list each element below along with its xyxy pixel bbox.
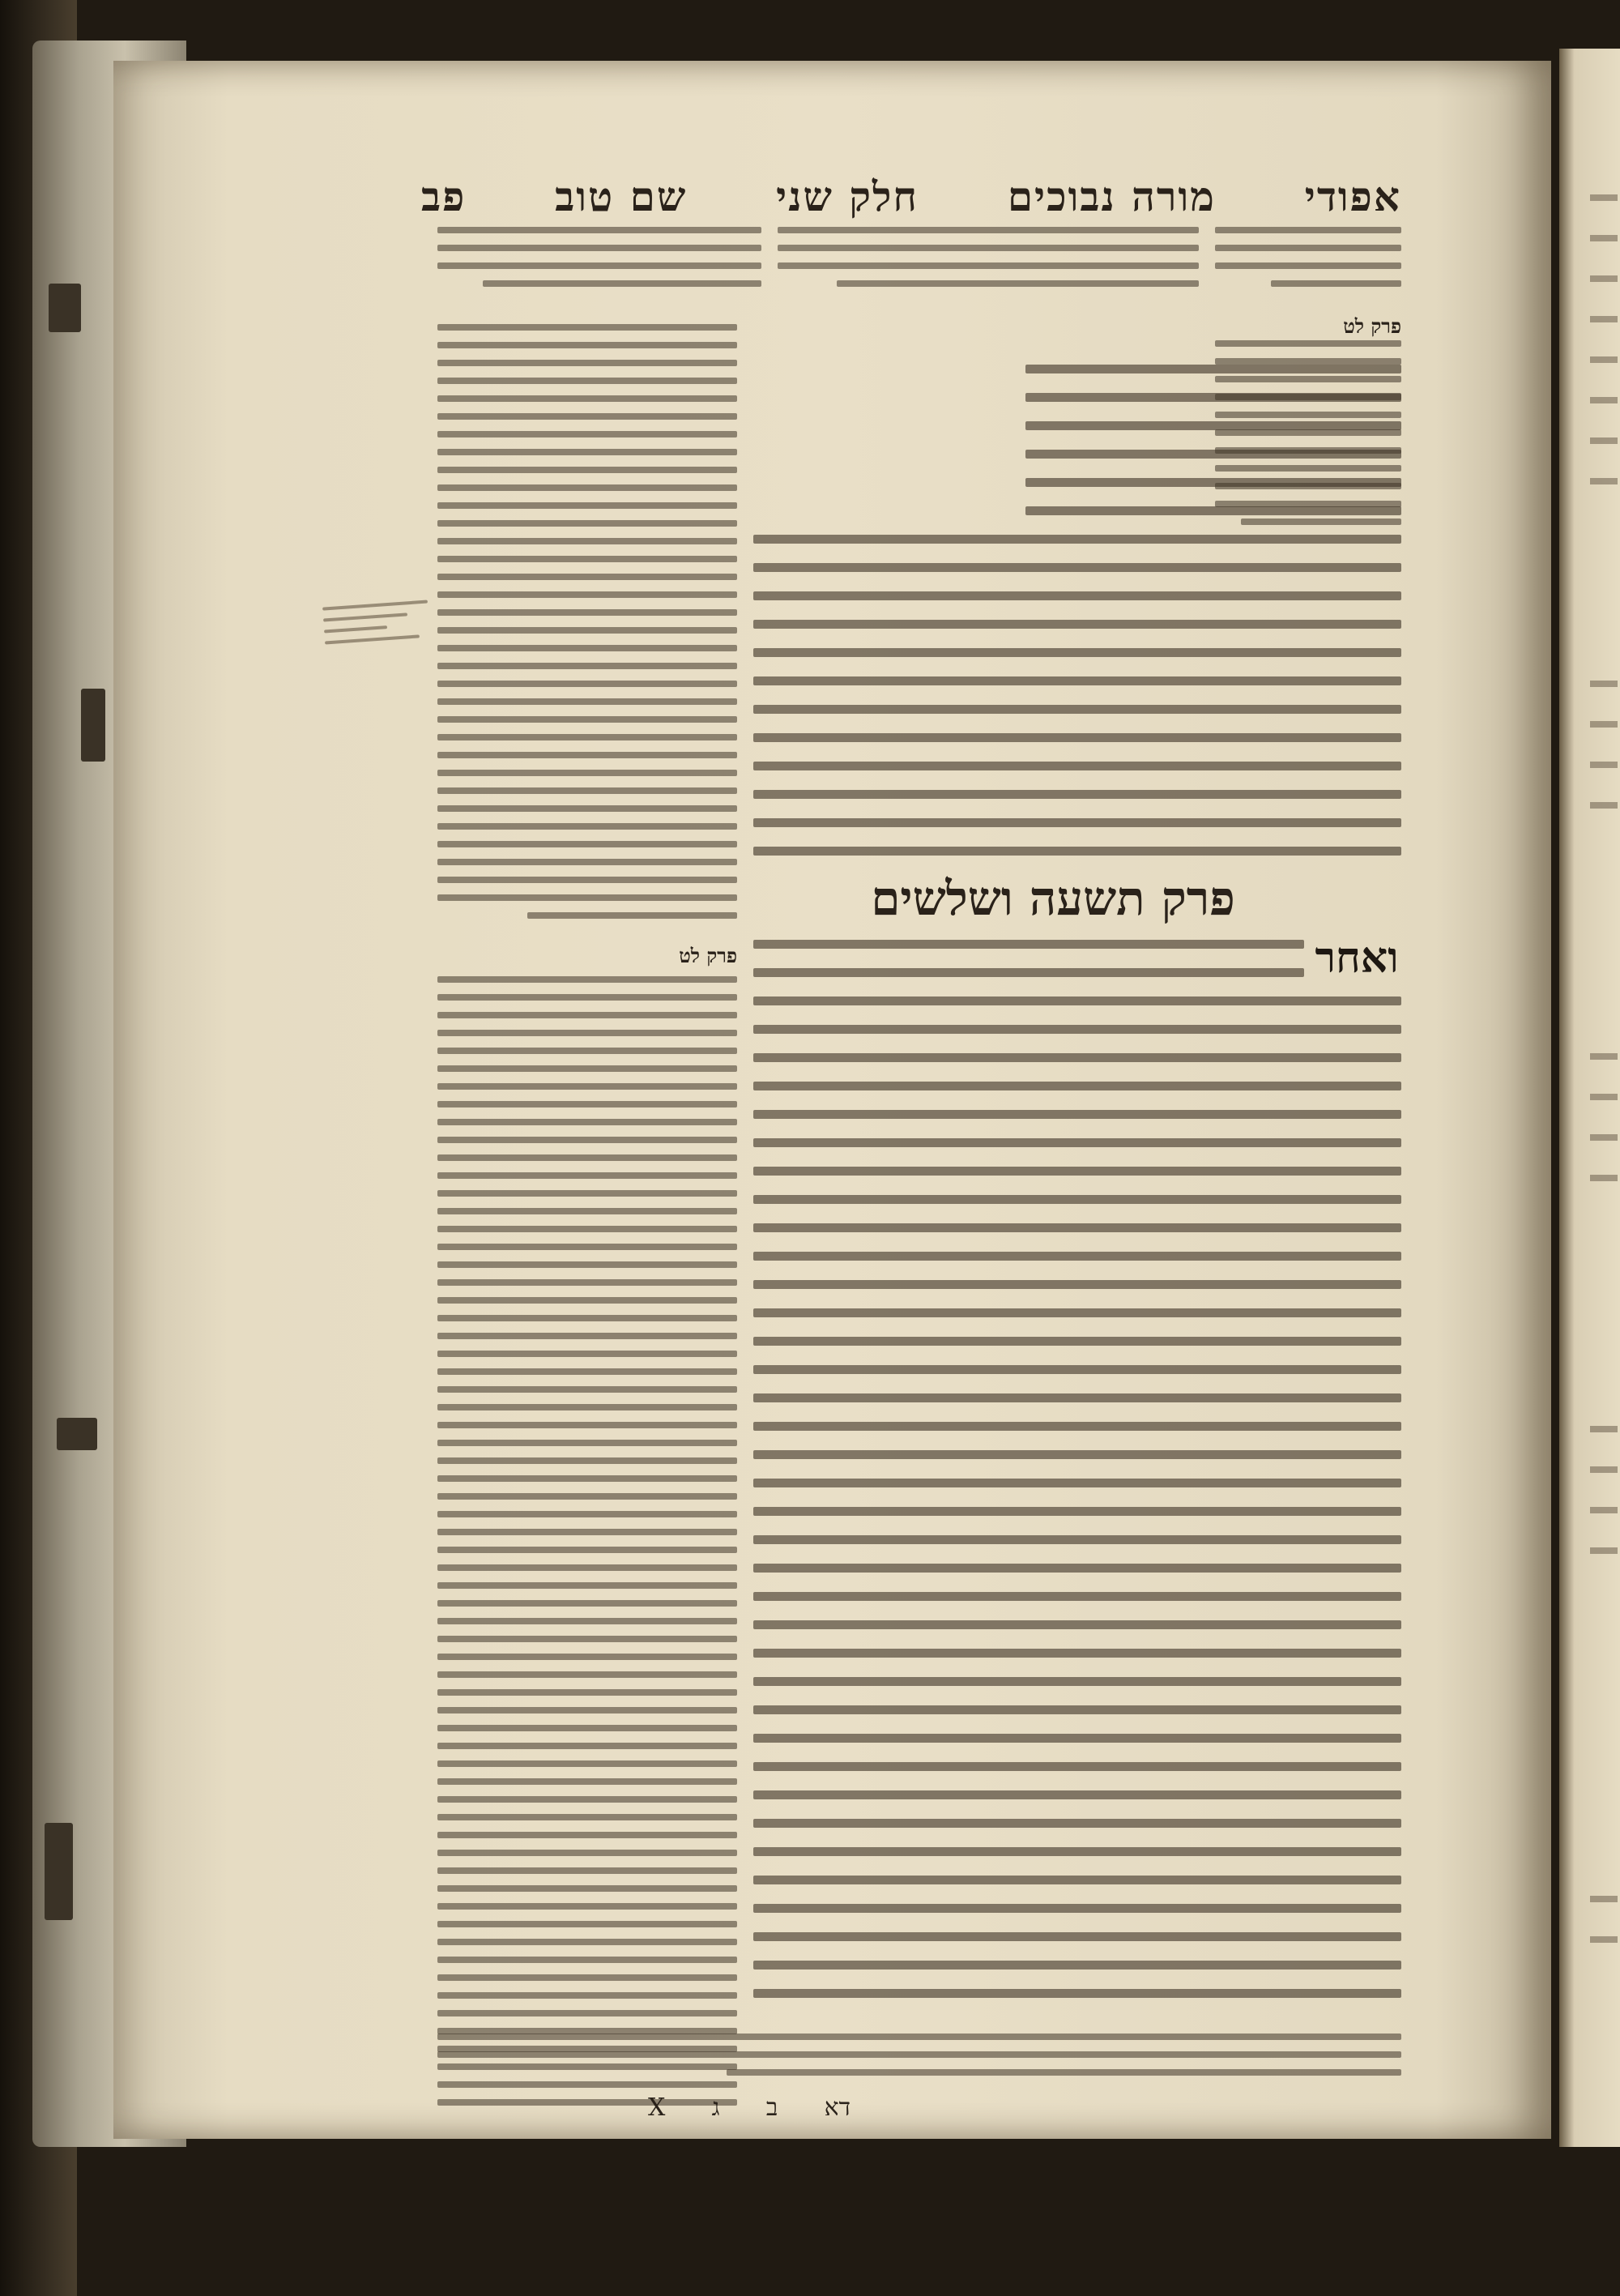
- commentary-left-top: [437, 227, 761, 308]
- chapter-opening-word: ואחר: [1315, 933, 1399, 983]
- commentary-center-top: [778, 227, 1199, 308]
- commentary-right-top: [1215, 227, 1401, 308]
- main-text-body: [753, 996, 1401, 2017]
- header-commentator: אפודי: [1304, 172, 1401, 220]
- commentary-left-chapter-heading: פרק לט: [679, 944, 737, 967]
- handwritten-margin-note: [322, 600, 431, 656]
- header-book-title: מורה נבוכים: [1007, 172, 1216, 220]
- main-text-lower: [753, 940, 1304, 996]
- header-folio-number: פב: [421, 172, 467, 220]
- signature-mark-2: ב: [765, 2093, 778, 2122]
- facing-page-edge: [1559, 49, 1620, 2147]
- signature-mark-4: X: [648, 2093, 666, 2122]
- running-header: [421, 172, 1401, 220]
- chapter-title: פרק תשעה ושלשים: [871, 871, 1235, 926]
- signature-mark-3: ג: [711, 2093, 720, 2122]
- bottom-footnote: [437, 2034, 1401, 2082]
- printer-signature: [648, 2093, 850, 2122]
- main-text-upper: [753, 365, 1401, 863]
- header-part: חלק שני: [776, 172, 919, 220]
- signature-mark-1: דא: [824, 2093, 850, 2122]
- commentary-chapter-heading: פרק לט: [1343, 314, 1401, 338]
- header-commentary-name: שם טוב: [555, 172, 688, 220]
- commentary-left-column-bottom: [437, 976, 737, 2106]
- commentary-left-column-top: [437, 324, 737, 940]
